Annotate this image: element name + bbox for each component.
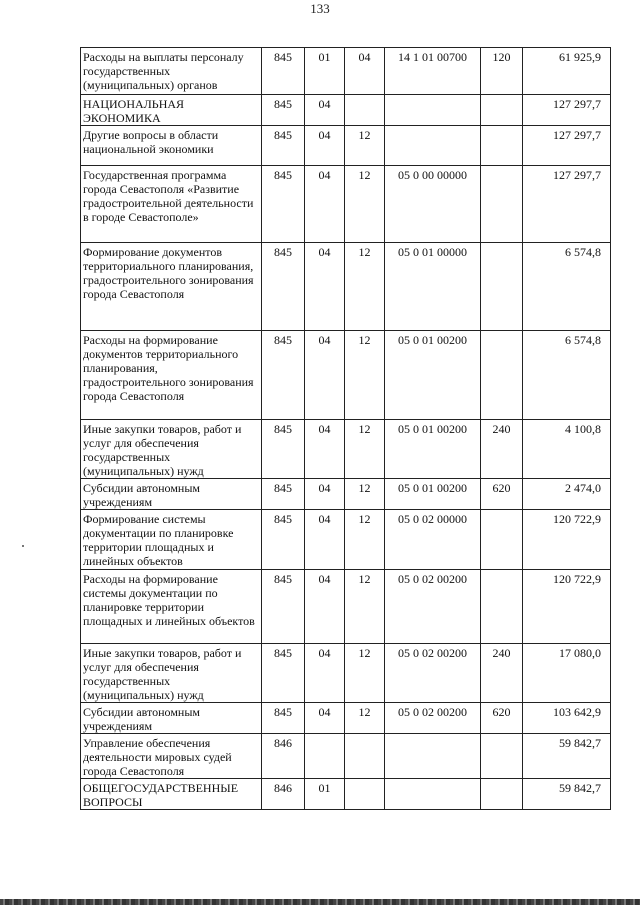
expense-type-code: [481, 570, 523, 644]
target-article-code: 05 0 01 00200: [385, 479, 481, 510]
target-article-code: 05 0 01 00200: [385, 331, 481, 420]
table-row: [81, 510, 611, 570]
table-row: [81, 479, 611, 510]
section-code: 04: [305, 703, 345, 734]
section-code: 04: [305, 126, 345, 166]
amount: 17 080,0: [523, 644, 611, 703]
ministry-code: 846: [262, 734, 305, 779]
table-row: [81, 95, 611, 126]
row-name: Иные закупки товаров, работ и услуг для обеспечения государственных (муниципальных) нужд: [81, 420, 262, 479]
expense-type-code: 620: [481, 703, 523, 734]
target-article-code: 05 0 02 00200: [385, 570, 481, 644]
subsection-code: 12: [345, 166, 385, 243]
ministry-code: 846: [262, 779, 305, 810]
section-code: 01: [305, 779, 345, 810]
section-code: 04: [305, 570, 345, 644]
subsection-code: 12: [345, 243, 385, 331]
subsection-code: [345, 734, 385, 779]
expense-type-code: [481, 779, 523, 810]
amount: 120 722,9: [523, 570, 611, 644]
target-article-code: 05 0 01 00200: [385, 420, 481, 479]
expense-type-code: 120: [481, 48, 523, 95]
table-row: [81, 779, 611, 810]
table-row: [81, 570, 611, 644]
amount: 59 842,7: [523, 779, 611, 810]
expense-type-code: 240: [481, 644, 523, 703]
section-code: 04: [305, 510, 345, 570]
expense-type-code: 240: [481, 420, 523, 479]
table-row: [81, 166, 611, 243]
section-code: [305, 734, 345, 779]
target-article-code: 05 0 00 00000: [385, 166, 481, 243]
ministry-code: 845: [262, 243, 305, 331]
subsection-code: 12: [345, 479, 385, 510]
row-name: Формирование документов территориального планирования, градостроительного зонирования города Севастополя: [81, 243, 262, 331]
section-code: 04: [305, 95, 345, 126]
target-article-code: [385, 779, 481, 810]
section-code: 04: [305, 420, 345, 479]
subsection-code: 12: [345, 570, 385, 644]
target-article-code: 05 0 02 00200: [385, 703, 481, 734]
row-name: Формирование системы документации по планировке территории площадных и линейных объектов: [81, 510, 262, 570]
table-row: [81, 331, 611, 420]
subsection-code: 12: [345, 510, 385, 570]
row-name: ОБЩЕГОСУДАРСТВЕННЫЕ ВОПРОСЫ: [81, 779, 262, 810]
ministry-code: 845: [262, 479, 305, 510]
expense-type-code: [481, 243, 523, 331]
scan-edge-strip: [0, 899, 640, 905]
ministry-code: 845: [262, 570, 305, 644]
ministry-code: 845: [262, 126, 305, 166]
ministry-code: 845: [262, 703, 305, 734]
subsection-code: 12: [345, 420, 385, 479]
section-code: 04: [305, 166, 345, 243]
page-number: 133: [310, 1, 330, 16]
row-name: Субсидии автономным учреждениям: [81, 703, 262, 734]
table-row: [81, 243, 611, 331]
subsection-code: 12: [345, 126, 385, 166]
amount: 59 842,7: [523, 734, 611, 779]
expense-type-code: 620: [481, 479, 523, 510]
section-code: 04: [305, 644, 345, 703]
subsection-code: [345, 779, 385, 810]
expense-type-code: [481, 126, 523, 166]
row-name: Управление обеспечения деятельности мировых судей города Севастополя: [81, 734, 262, 779]
expense-type-code: [481, 95, 523, 126]
table-row: [81, 703, 611, 734]
section-code: 01: [305, 48, 345, 95]
target-article-code: [385, 126, 481, 166]
table-row: [81, 126, 611, 166]
subsection-code: 12: [345, 703, 385, 734]
amount: 4 100,8: [523, 420, 611, 479]
row-name: Расходы на выплаты персоналу государственных (муниципальных) органов: [81, 48, 262, 95]
amount: 127 297,7: [523, 126, 611, 166]
subsection-code: 12: [345, 331, 385, 420]
subsection-code: 12: [345, 644, 385, 703]
section-code: 04: [305, 331, 345, 420]
target-article-code: [385, 95, 481, 126]
target-article-code: [385, 734, 481, 779]
amount: 61 925,9: [523, 48, 611, 95]
expense-type-code: [481, 510, 523, 570]
table-row: [81, 644, 611, 703]
amount: 6 574,8: [523, 243, 611, 331]
row-name: Расходы на формирование документов территориального планирования, градостроительного зонирования города Севастополя: [81, 331, 262, 420]
amount: 2 474,0: [523, 479, 611, 510]
amount: 120 722,9: [523, 510, 611, 570]
ministry-code: 845: [262, 420, 305, 479]
ministry-code: 845: [262, 166, 305, 243]
subsection-code: 04: [345, 48, 385, 95]
table-row: [81, 734, 611, 779]
section-code: 04: [305, 243, 345, 331]
expense-type-code: [481, 331, 523, 420]
amount: 127 297,7: [523, 166, 611, 243]
subsection-code: [345, 95, 385, 126]
amount: 103 642,9: [523, 703, 611, 734]
target-article-code: 05 0 02 00200: [385, 644, 481, 703]
target-article-code: 14 1 01 00700: [385, 48, 481, 95]
row-name: НАЦИОНАЛЬНАЯ ЭКОНОМИКА: [81, 95, 262, 126]
ministry-code: 845: [262, 331, 305, 420]
row-name: Иные закупки товаров, работ и услуг для обеспечения государственных (муниципальных) нужд: [81, 644, 262, 703]
scan-speck: [22, 545, 24, 547]
expense-type-code: [481, 166, 523, 243]
ministry-code: 845: [262, 510, 305, 570]
row-name: Другие вопросы в области национальной экономики: [81, 126, 262, 166]
row-name: Государственная программа города Севастополя «Развитие градостроительной деятельности в городе Севастополе»: [81, 166, 262, 243]
table-row: [81, 420, 611, 479]
budget-table: [80, 47, 611, 810]
ministry-code: 845: [262, 48, 305, 95]
ministry-code: 845: [262, 644, 305, 703]
section-code: 04: [305, 479, 345, 510]
table-row: [81, 48, 611, 95]
ministry-code: 845: [262, 95, 305, 126]
target-article-code: 05 0 01 00000: [385, 243, 481, 331]
row-name: Субсидии автономным учреждениям: [81, 479, 262, 510]
expense-type-code: [481, 734, 523, 779]
amount: 127 297,7: [523, 95, 611, 126]
row-name: Расходы на формирование системы документации по планировке территории площадных и линейных объектов: [81, 570, 262, 644]
target-article-code: 05 0 02 00000: [385, 510, 481, 570]
amount: 6 574,8: [523, 331, 611, 420]
